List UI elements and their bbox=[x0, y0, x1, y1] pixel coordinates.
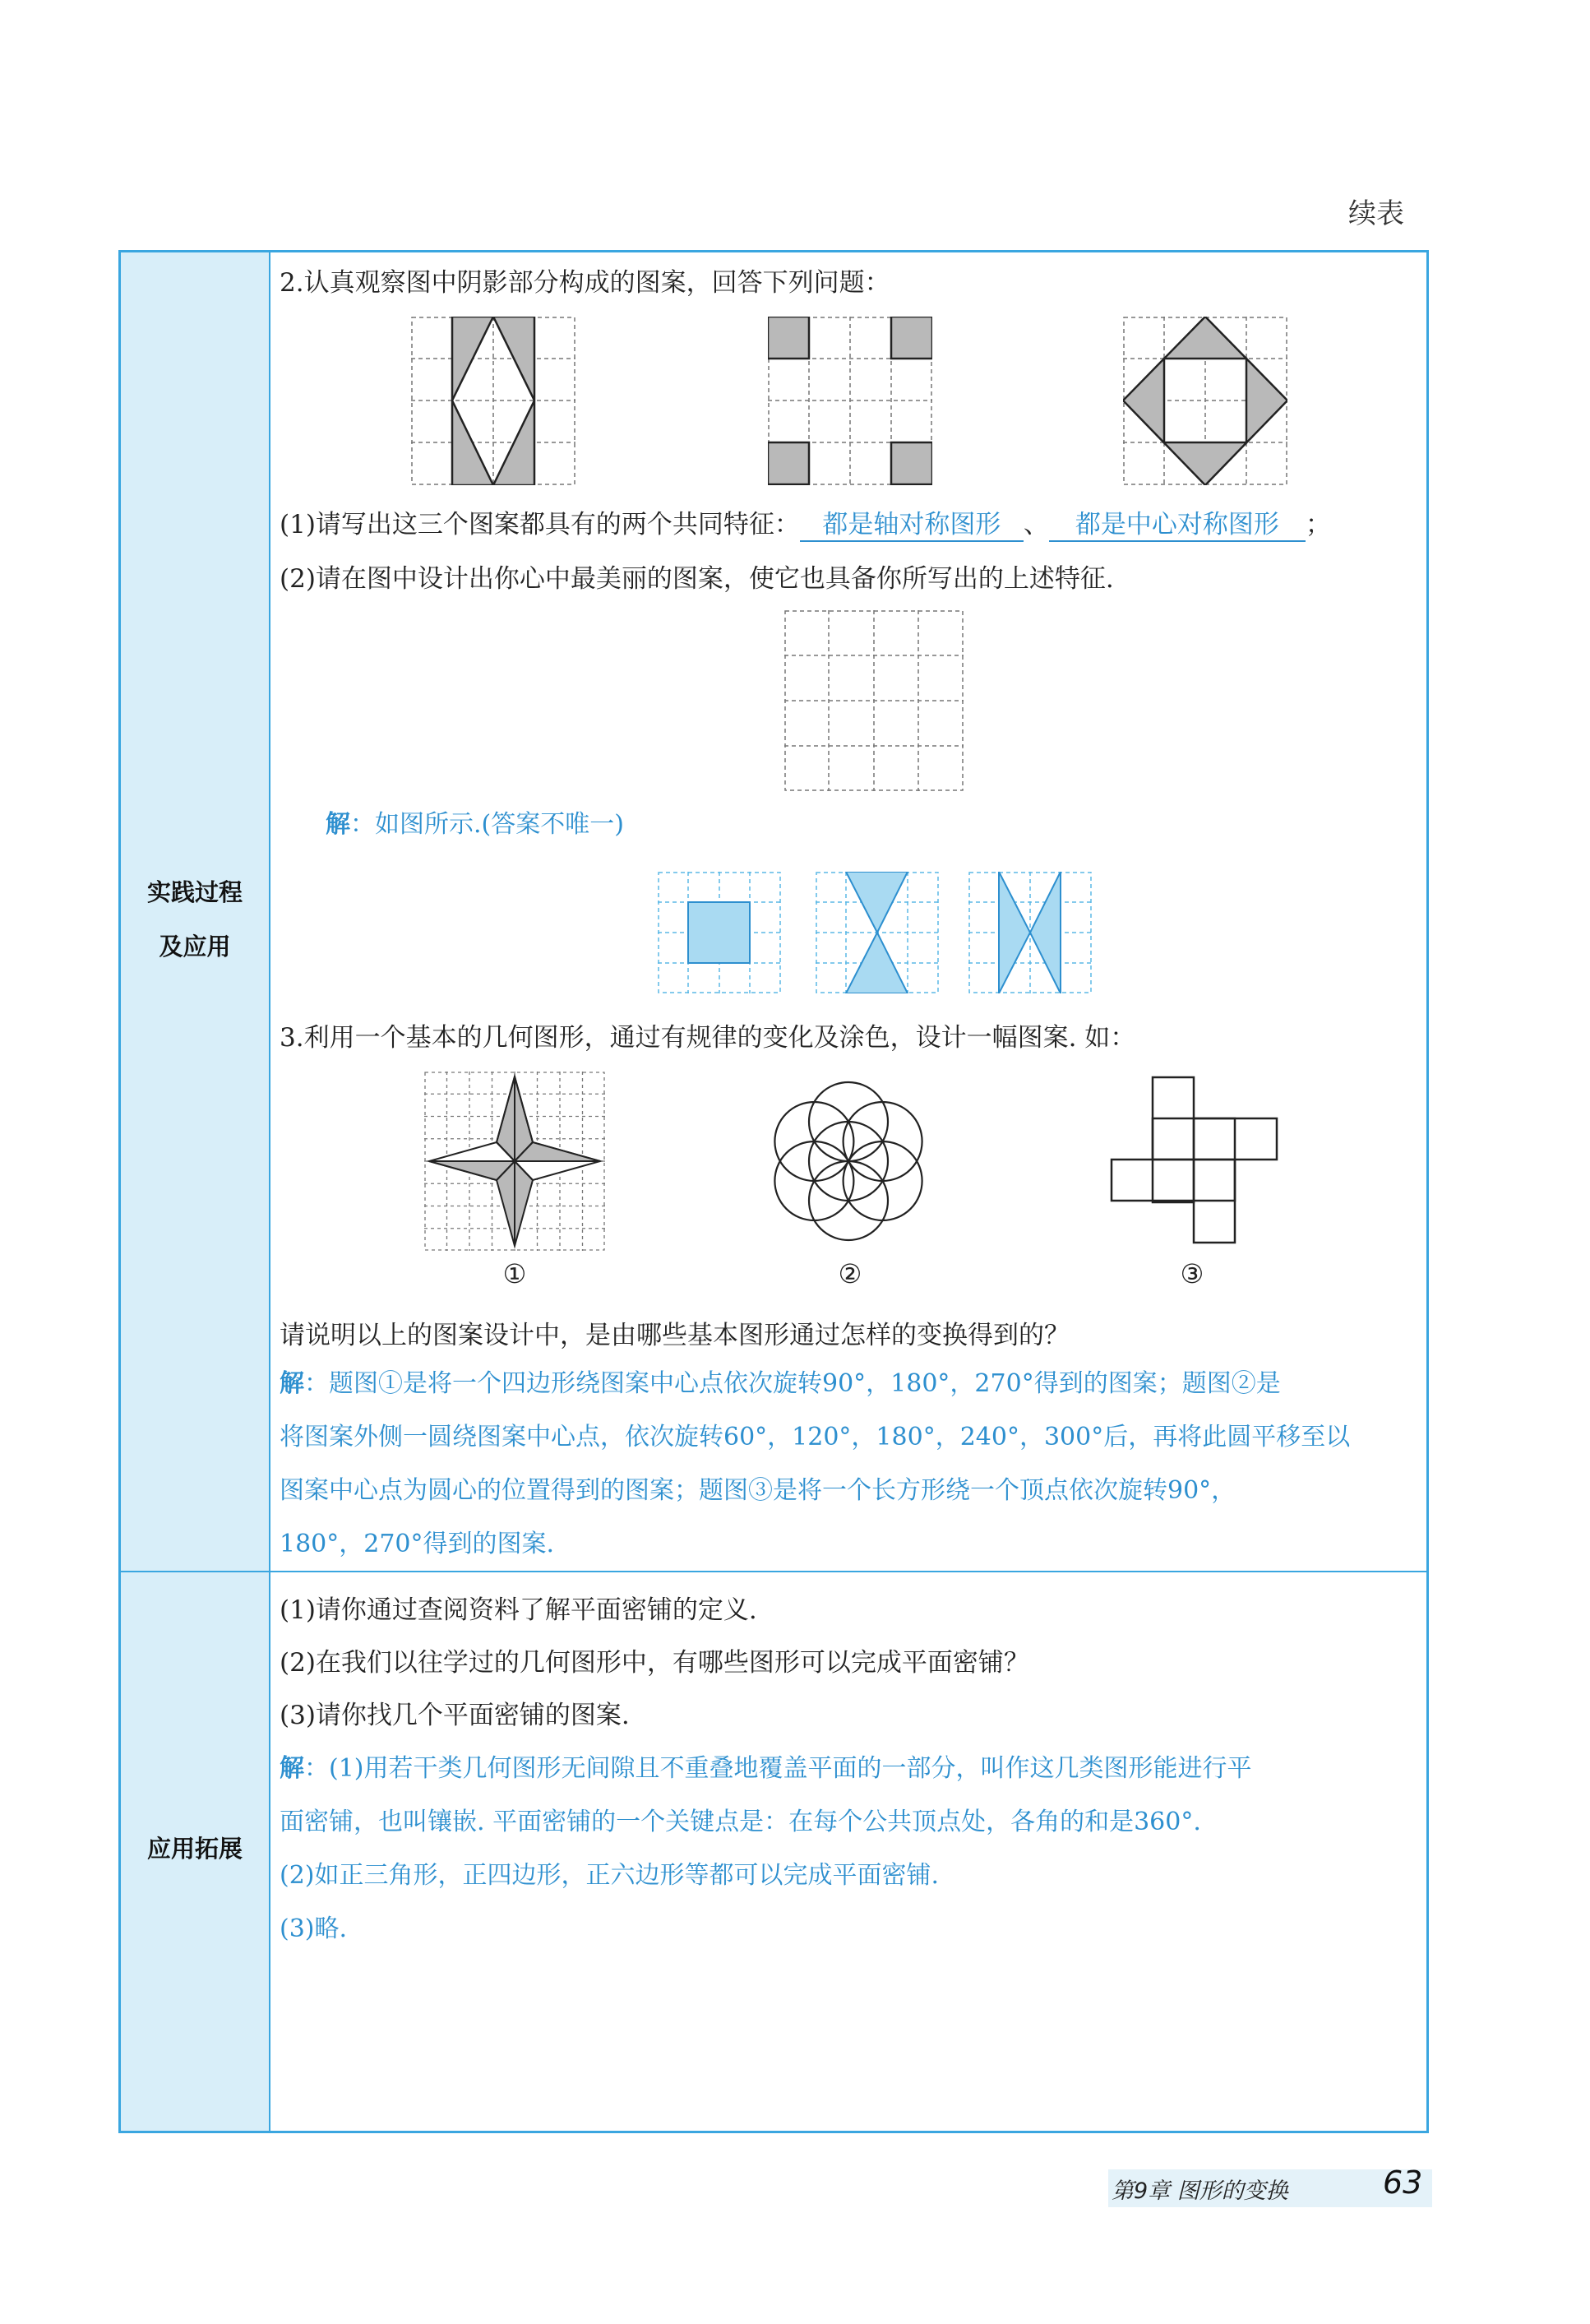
row-label-practice bbox=[121, 865, 269, 974]
page-number: 63 bbox=[1383, 2164, 1423, 2201]
continued-label: 续表 bbox=[1348, 197, 1404, 230]
q2-part1-end: ； bbox=[1305, 510, 1331, 539]
q2-part1-separator: 、 bbox=[1023, 510, 1049, 539]
ext-solution-line-2: 面密铺，也叫镶嵌. 平面密铺的一个关键点是：在每个公共顶点处，各角的和是360°. bbox=[280, 1808, 1201, 1836]
q2-answer-figure-square bbox=[658, 872, 781, 993]
q3-stem: 3.利用一个基本的几何图形，通过有规律的变化及涂色，设计一幅图案. 如： bbox=[280, 1023, 1136, 1053]
row-label-practice-line2: 及应用 bbox=[159, 933, 231, 961]
ext-question-3: (3)请你找几个平面密铺的图案. bbox=[280, 1701, 630, 1730]
q2-solution-label: 解 bbox=[326, 810, 350, 839]
q2-answer-central-symmetry: 都是中心对称图形 bbox=[1049, 509, 1306, 542]
q3-solution-line-1-text: ：题图①是将一个四边形绕图案中心点依次旋转90°，180°，270°得到的图案；题图②是 bbox=[304, 1369, 1281, 1398]
q2-figure-square-triangles bbox=[1123, 317, 1287, 485]
ext-solution-line-3: (2)如正三角形，正四边形，正六边形等都可以完成平面密铺. bbox=[280, 1861, 940, 1890]
ext-solution-label: 解 bbox=[280, 1754, 304, 1783]
q3-question: 请说明以上的图案设计中，是由哪些基本图形通过怎样的变换得到的？ bbox=[280, 1321, 1070, 1350]
q2-solution-text: ：如图所示.(答案不唯一) bbox=[350, 810, 624, 839]
q2-answer-axial-symmetry: 都是轴对称图形 bbox=[800, 509, 1024, 542]
footer-chapter: 第9章 图形的变换 bbox=[1112, 2178, 1288, 2204]
q2-solution bbox=[326, 808, 624, 841]
row-label-practice-line1: 实践过程 bbox=[146, 878, 243, 906]
ext-question-2: (2)在我们以往学过的几何图形中，有哪些图形可以完成平面密铺？ bbox=[280, 1648, 1029, 1678]
ext-solution-line-1 bbox=[280, 1742, 1252, 1795]
ext-solution-line-1-text: ：(1)用若干类几何图形无间隙且不重叠地覆盖平面的一部分，叫作这几类图形能进行平 bbox=[304, 1754, 1252, 1783]
q2-part1-prefix: (1)请写出这三个图案都具有的两个共同特征： bbox=[280, 510, 800, 539]
row-divider bbox=[118, 1571, 1429, 1572]
q2-stem: 2.认真观察图中阴影部分构成的图案，回答下列问题： bbox=[280, 268, 890, 298]
q3-figure-rectangles bbox=[1110, 1076, 1278, 1244]
q3-solution-line-1 bbox=[280, 1357, 1350, 1410]
column-divider bbox=[269, 250, 270, 2133]
q3-solution bbox=[280, 1357, 1350, 1571]
q3-figure-label-1: ① bbox=[502, 1258, 527, 1289]
ext-question-1: (1)请你通过查阅资料了解平面密铺的定义. bbox=[280, 1595, 757, 1625]
q3-solution-line-3: 图案中心点为圆心的位置得到的图案；题图③是将一个长方形绕一个顶点依次旋转90°， bbox=[280, 1476, 1236, 1505]
row-label-application: 应用拓展 bbox=[146, 1835, 243, 1863]
q2-empty-design-grid bbox=[784, 610, 964, 791]
q2-answer-figure-bowtie bbox=[968, 872, 1092, 993]
q3-figure-circles bbox=[765, 1069, 932, 1253]
ext-solution bbox=[280, 1742, 1252, 1956]
q3-figure-label-2: ② bbox=[838, 1258, 862, 1289]
q3-figure-star bbox=[424, 1072, 605, 1251]
q3-solution-label: 解 bbox=[280, 1369, 304, 1398]
ext-solution-line-4: (3)略. bbox=[280, 1914, 348, 1943]
q2-figure-rhombus bbox=[411, 317, 575, 485]
q3-solution-line-4: 180°，270°得到的图案. bbox=[280, 1530, 555, 1558]
q2-figure-corner-squares bbox=[768, 317, 932, 485]
q2-part2: (2)请在图中设计出你心中最美丽的图案，使它也具备你所写出的上述特征. bbox=[280, 564, 1114, 594]
q2-answer-figure-hourglass bbox=[816, 872, 939, 993]
q3-solution-line-2: 将图案外侧一圆绕图案中心点，依次旋转60°，120°，180°，240°，300°后，再将此圆平移至以 bbox=[280, 1423, 1351, 1451]
q3-figure-label-3: ③ bbox=[1180, 1258, 1204, 1289]
q2-part1 bbox=[280, 503, 1331, 542]
